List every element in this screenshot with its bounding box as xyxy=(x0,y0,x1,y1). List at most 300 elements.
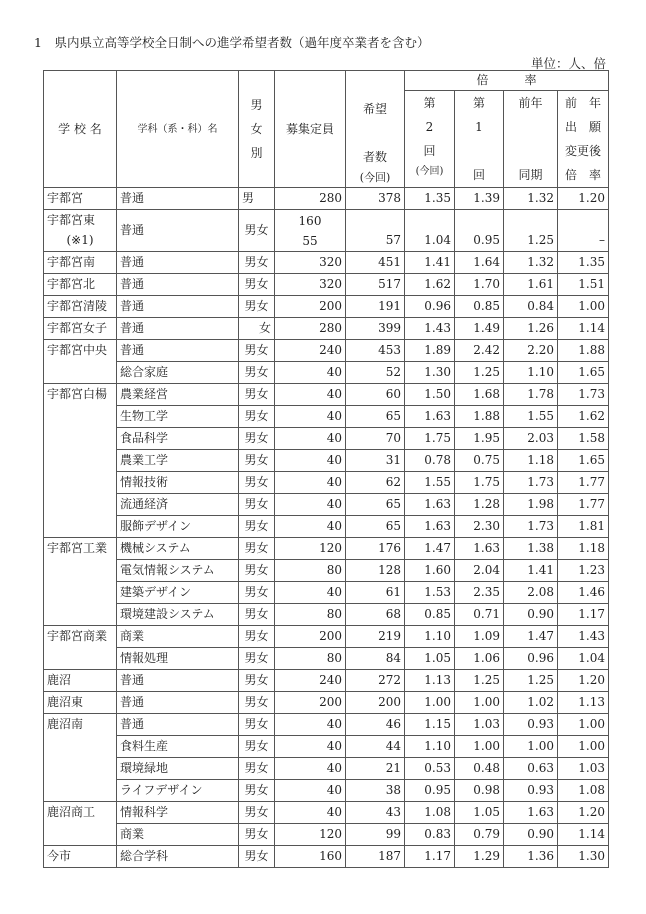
ratio-round1: 1.00 xyxy=(455,692,504,714)
gender: 男女 xyxy=(239,428,275,450)
gender: 男女 xyxy=(239,758,275,780)
dept-name: 食料生産 xyxy=(117,736,239,758)
ratio-prev-year: 0.93 xyxy=(504,780,558,802)
ratio-round2: 1.60 xyxy=(405,560,455,582)
ratio-prev-year: 0.84 xyxy=(504,296,558,318)
applicants-table xyxy=(43,70,609,868)
dept-name: ライフデザイン xyxy=(117,780,239,802)
capacity xyxy=(275,210,346,252)
gender: 男女 xyxy=(239,340,275,362)
capacity: 120 xyxy=(275,824,346,846)
ratio-prev-change: 1.20 xyxy=(558,802,609,824)
capacity: 40 xyxy=(275,582,346,604)
capacity: 120 xyxy=(275,538,346,560)
ratio-round1: 1.28 xyxy=(455,494,504,516)
document-title: 1 県内県立高等学校全日制への進学希望者数（過年度卒業者を含む） xyxy=(34,35,430,50)
school-name: 鹿沼 xyxy=(44,670,117,692)
ratio-prev-year: 1.00 xyxy=(504,736,558,758)
school-name: 鹿沼商工 xyxy=(44,802,117,824)
ratio-round1: 0.48 xyxy=(455,758,504,780)
school-name xyxy=(44,648,117,670)
capacity: 40 xyxy=(275,714,346,736)
ratio-round2: 1.00 xyxy=(405,692,455,714)
dept-name: 普通 xyxy=(117,188,239,210)
ratio-prev-change: 1.51 xyxy=(558,274,609,296)
table-row xyxy=(44,626,609,648)
applicants: 399 xyxy=(346,318,405,340)
school-name xyxy=(44,736,117,758)
school-name xyxy=(44,604,117,626)
school-name xyxy=(44,428,117,450)
table-row xyxy=(44,472,609,494)
applicants: 451 xyxy=(346,252,405,274)
ratio-prev-year: 1.41 xyxy=(504,560,558,582)
dept-name: 農業工学 xyxy=(117,450,239,472)
ratio-round1: 1.75 xyxy=(455,472,504,494)
ratio-prev-change: 1.65 xyxy=(558,362,609,384)
dept-name: 建築デザイン xyxy=(117,582,239,604)
ratio-prev-change: 1.08 xyxy=(558,780,609,802)
dept-name: 流通経済 xyxy=(117,494,239,516)
table-row xyxy=(44,450,609,472)
ratio-prev-change: – xyxy=(558,210,609,252)
applicants: 65 xyxy=(346,494,405,516)
unit-label: 単位：人、倍 xyxy=(530,56,606,71)
gender: 男女 xyxy=(239,210,275,252)
ratio-round2: 0.95 xyxy=(405,780,455,802)
table-row xyxy=(44,296,609,318)
ratio-round1: 0.95 xyxy=(455,210,504,252)
ratio-round2: 1.63 xyxy=(405,406,455,428)
ratio-prev-change: 1.20 xyxy=(558,188,609,210)
school-name xyxy=(44,494,117,516)
applicants: 38 xyxy=(346,780,405,802)
ratio-prev-change: 1.35 xyxy=(558,252,609,274)
dept-name: 普通 xyxy=(117,340,239,362)
ratio-prev-change: 1.20 xyxy=(558,670,609,692)
ratio-round2: 0.96 xyxy=(405,296,455,318)
ratio-round1: 1.39 xyxy=(455,188,504,210)
capacity: 280 xyxy=(275,318,346,340)
ratio-prev-change: 1.30 xyxy=(558,846,609,868)
table-row xyxy=(44,846,609,868)
school-name: 宇都宮中央 xyxy=(44,340,117,362)
ratio-prev-change: 1.00 xyxy=(558,714,609,736)
ratio-prev-year: 1.73 xyxy=(504,472,558,494)
capacity: 40 xyxy=(275,516,346,538)
ratio-prev-year: 1.55 xyxy=(504,406,558,428)
header-prev-change: 前 年 出 願 変更後 倍 率 xyxy=(558,91,609,188)
applicants: 176 xyxy=(346,538,405,560)
school-name: 鹿沼東 xyxy=(44,692,117,714)
capacity: 280 xyxy=(275,188,346,210)
ratio-round1: 1.00 xyxy=(455,736,504,758)
ratio-round2: 1.41 xyxy=(405,252,455,274)
header-capacity: 募集定員 xyxy=(275,71,346,188)
table-row xyxy=(44,210,609,252)
ratio-prev-change: 1.03 xyxy=(558,758,609,780)
ratio-prev-change: 1.46 xyxy=(558,582,609,604)
school-name: 宇都宮南 xyxy=(44,252,117,274)
dept-name: 商業 xyxy=(117,626,239,648)
ratio-prev-year: 1.25 xyxy=(504,670,558,692)
ratio-prev-change: 1.62 xyxy=(558,406,609,428)
applicants: 187 xyxy=(346,846,405,868)
capacity: 40 xyxy=(275,472,346,494)
school-name xyxy=(44,824,117,846)
table-row xyxy=(44,780,609,802)
header-school: 学 校 名 xyxy=(44,71,117,188)
ratio-round1: 1.63 xyxy=(455,538,504,560)
gender: 男女 xyxy=(239,604,275,626)
ratio-prev-change: 1.77 xyxy=(558,472,609,494)
applicants: 128 xyxy=(346,560,405,582)
ratio-prev-year: 1.32 xyxy=(504,252,558,274)
ratio-prev-year: 1.47 xyxy=(504,626,558,648)
ratio-round2: 1.63 xyxy=(405,494,455,516)
gender: 男女 xyxy=(239,274,275,296)
ratio-round1: 2.35 xyxy=(455,582,504,604)
gender: 男女 xyxy=(239,626,275,648)
ratio-prev-year: 1.73 xyxy=(504,516,558,538)
table-row xyxy=(44,406,609,428)
table-row xyxy=(44,274,609,296)
header-ratio: 倍 率 xyxy=(405,71,609,91)
gender: 男女 xyxy=(239,362,275,384)
ratio-round2: 1.50 xyxy=(405,384,455,406)
applicants: 453 xyxy=(346,340,405,362)
ratio-round1: 1.49 xyxy=(455,318,504,340)
header-dept: 学科（系・科）名 xyxy=(117,71,239,188)
ratio-prev-year: 2.08 xyxy=(504,582,558,604)
ratio-prev-change: 1.58 xyxy=(558,428,609,450)
table-row xyxy=(44,188,609,210)
table-row xyxy=(44,362,609,384)
capacity: 40 xyxy=(275,494,346,516)
ratio-prev-year: 0.90 xyxy=(504,824,558,846)
dept-name: 商業 xyxy=(117,824,239,846)
ratio-prev-year: 1.38 xyxy=(504,538,558,560)
ratio-round1: 0.98 xyxy=(455,780,504,802)
capacity: 320 xyxy=(275,252,346,274)
gender: 男女 xyxy=(239,714,275,736)
capacity: 40 xyxy=(275,406,346,428)
applicants: 191 xyxy=(346,296,405,318)
applicants: 21 xyxy=(346,758,405,780)
applicants: 31 xyxy=(346,450,405,472)
capacity: 240 xyxy=(275,340,346,362)
ratio-round1: 2.42 xyxy=(455,340,504,362)
dept-name: 普通 xyxy=(117,692,239,714)
header-round1: 第 1 回 xyxy=(455,91,504,188)
school-name xyxy=(44,516,117,538)
applicants: 99 xyxy=(346,824,405,846)
ratio-round2: 1.62 xyxy=(405,274,455,296)
applicants: 52 xyxy=(346,362,405,384)
ratio-prev-year: 1.36 xyxy=(504,846,558,868)
school-name xyxy=(44,582,117,604)
applicants: 46 xyxy=(346,714,405,736)
dept-name: 情報科学 xyxy=(117,802,239,824)
ratio-round1: 1.68 xyxy=(455,384,504,406)
school-note: (※1) xyxy=(66,233,94,247)
capacity: 200 xyxy=(275,626,346,648)
ratio-round2: 0.83 xyxy=(405,824,455,846)
ratio-prev-year: 0.90 xyxy=(504,604,558,626)
ratio-prev-year: 1.32 xyxy=(504,188,558,210)
table-row xyxy=(44,648,609,670)
table-row xyxy=(44,560,609,582)
ratio-round2: 1.10 xyxy=(405,626,455,648)
gender: 男女 xyxy=(239,824,275,846)
dept-name: 電気情報システム xyxy=(117,560,239,582)
school-name-line: 宇都宮東 xyxy=(47,213,96,227)
dept-name: 普通 xyxy=(117,252,239,274)
dept-name: 普通 xyxy=(117,318,239,340)
applicants: 60 xyxy=(346,384,405,406)
dept-name: 総合学科 xyxy=(117,846,239,868)
gender: 男女 xyxy=(239,780,275,802)
dept-name: 普通 xyxy=(117,210,239,252)
ratio-round1: 0.75 xyxy=(455,450,504,472)
ratio-prev-change: 1.65 xyxy=(558,450,609,472)
ratio-prev-change: 1.73 xyxy=(558,384,609,406)
capacity: 200 xyxy=(275,296,346,318)
ratio-prev-change: 1.04 xyxy=(558,648,609,670)
capacity: 40 xyxy=(275,758,346,780)
ratio-prev-year: 1.98 xyxy=(504,494,558,516)
ratio-prev-change: 1.81 xyxy=(558,516,609,538)
ratio-prev-change: 1.88 xyxy=(558,340,609,362)
ratio-round1: 1.25 xyxy=(455,362,504,384)
dept-name: 普通 xyxy=(117,274,239,296)
gender: 男女 xyxy=(239,692,275,714)
ratio-prev-change: 1.14 xyxy=(558,824,609,846)
school-name xyxy=(44,210,117,252)
ratio-prev-change: 1.00 xyxy=(558,736,609,758)
school-name xyxy=(44,560,117,582)
gender: 男女 xyxy=(239,252,275,274)
applicants: 272 xyxy=(346,670,405,692)
ratio-prev-change: 1.77 xyxy=(558,494,609,516)
ratio-prev-change: 1.18 xyxy=(558,538,609,560)
school-name: 今市 xyxy=(44,846,117,868)
gender: 男女 xyxy=(239,582,275,604)
applicants: 68 xyxy=(346,604,405,626)
capacity-value: 55 xyxy=(302,233,318,248)
header-prev-year: 前年 同期 xyxy=(504,91,558,188)
school-name: 宇都宮白楊 xyxy=(44,384,117,406)
ratio-round1: 1.29 xyxy=(455,846,504,868)
ratio-round2: 1.08 xyxy=(405,802,455,824)
ratio-prev-year: 1.18 xyxy=(504,450,558,472)
ratio-round1: 1.09 xyxy=(455,626,504,648)
gender: 男女 xyxy=(239,516,275,538)
dept-name: 生物工学 xyxy=(117,406,239,428)
gender: 男女 xyxy=(239,846,275,868)
ratio-prev-year: 0.96 xyxy=(504,648,558,670)
applicants: 62 xyxy=(346,472,405,494)
capacity: 40 xyxy=(275,384,346,406)
applicants: 70 xyxy=(346,428,405,450)
dept-name: 機械システム xyxy=(117,538,239,560)
dept-name: 普通 xyxy=(117,670,239,692)
applicants: 378 xyxy=(346,188,405,210)
ratio-round1: 1.70 xyxy=(455,274,504,296)
applicants: 65 xyxy=(346,516,405,538)
applicants: 84 xyxy=(346,648,405,670)
ratio-prev-change: 1.17 xyxy=(558,604,609,626)
capacity: 80 xyxy=(275,560,346,582)
table-row xyxy=(44,714,609,736)
ratio-round1: 1.25 xyxy=(455,670,504,692)
capacity: 40 xyxy=(275,736,346,758)
table-row xyxy=(44,494,609,516)
ratio-prev-change: 1.43 xyxy=(558,626,609,648)
dept-name: 環境建設システム xyxy=(117,604,239,626)
capacity: 240 xyxy=(275,670,346,692)
gender: 男女 xyxy=(239,472,275,494)
school-name: 宇都宮商業 xyxy=(44,626,117,648)
header-applicants: 希望 者数 (今回) xyxy=(346,71,405,188)
capacity: 200 xyxy=(275,692,346,714)
school-name xyxy=(44,450,117,472)
header-row-top xyxy=(44,71,609,91)
table-row xyxy=(44,824,609,846)
ratio-round2: 1.10 xyxy=(405,736,455,758)
ratio-round2: 1.63 xyxy=(405,516,455,538)
ratio-round2: 1.30 xyxy=(405,362,455,384)
ratio-round1: 1.03 xyxy=(455,714,504,736)
gender: 女 xyxy=(239,318,275,340)
applicants: 61 xyxy=(346,582,405,604)
table-row xyxy=(44,252,609,274)
gender: 男女 xyxy=(239,384,275,406)
capacity: 40 xyxy=(275,362,346,384)
ratio-prev-year: 1.61 xyxy=(504,274,558,296)
ratio-round1: 0.85 xyxy=(455,296,504,318)
ratio-prev-year: 1.26 xyxy=(504,318,558,340)
school-name xyxy=(44,780,117,802)
ratio-prev-change: 1.00 xyxy=(558,296,609,318)
ratio-prev-year: 2.03 xyxy=(504,428,558,450)
table-row xyxy=(44,582,609,604)
capacity: 80 xyxy=(275,604,346,626)
school-name: 宇都宮 xyxy=(44,188,117,210)
dept-name: 総合家庭 xyxy=(117,362,239,384)
ratio-round1: 1.05 xyxy=(455,802,504,824)
ratio-prev-year: 1.10 xyxy=(504,362,558,384)
dept-name: 情報処理 xyxy=(117,648,239,670)
dept-name: 服飾デザイン xyxy=(117,516,239,538)
ratio-round2: 1.04 xyxy=(405,210,455,252)
header-gender: 男 女 別 xyxy=(239,71,275,188)
gender: 男女 xyxy=(239,296,275,318)
capacity: 40 xyxy=(275,802,346,824)
applicants: 517 xyxy=(346,274,405,296)
gender: 男女 xyxy=(239,450,275,472)
gender: 男女 xyxy=(239,560,275,582)
ratio-prev-change: 1.14 xyxy=(558,318,609,340)
school-name: 宇都宮工業 xyxy=(44,538,117,560)
ratio-prev-year: 0.93 xyxy=(504,714,558,736)
dept-name: 普通 xyxy=(117,296,239,318)
ratio-prev-year: 1.78 xyxy=(504,384,558,406)
table-row xyxy=(44,318,609,340)
gender: 男女 xyxy=(239,538,275,560)
gender: 男 xyxy=(239,188,275,210)
table-row xyxy=(44,692,609,714)
ratio-round1: 1.06 xyxy=(455,648,504,670)
ratio-prev-change: 1.23 xyxy=(558,560,609,582)
school-name: 宇都宮女子 xyxy=(44,318,117,340)
school-name: 鹿沼南 xyxy=(44,714,117,736)
ratio-round2: 1.55 xyxy=(405,472,455,494)
table-row xyxy=(44,428,609,450)
ratio-round1: 1.64 xyxy=(455,252,504,274)
school-name xyxy=(44,758,117,780)
ratio-round1: 0.79 xyxy=(455,824,504,846)
ratio-prev-year: 1.25 xyxy=(504,210,558,252)
table-row xyxy=(44,538,609,560)
capacity: 80 xyxy=(275,648,346,670)
capacity: 320 xyxy=(275,274,346,296)
ratio-round2: 1.05 xyxy=(405,648,455,670)
ratio-round1: 0.71 xyxy=(455,604,504,626)
table-row xyxy=(44,384,609,406)
school-name xyxy=(44,406,117,428)
capacity: 40 xyxy=(275,450,346,472)
gender: 男女 xyxy=(239,648,275,670)
ratio-round1: 1.95 xyxy=(455,428,504,450)
ratio-round2: 0.85 xyxy=(405,604,455,626)
ratio-prev-year: 2.20 xyxy=(504,340,558,362)
gender: 男女 xyxy=(239,802,275,824)
applicants: 219 xyxy=(346,626,405,648)
gender: 男女 xyxy=(239,670,275,692)
ratio-prev-year: 1.02 xyxy=(504,692,558,714)
school-name xyxy=(44,362,117,384)
table-row xyxy=(44,736,609,758)
ratio-prev-year: 0.63 xyxy=(504,758,558,780)
capacity: 40 xyxy=(275,428,346,450)
ratio-prev-change: 1.13 xyxy=(558,692,609,714)
ratio-round2: 1.75 xyxy=(405,428,455,450)
dept-name: 食品科学 xyxy=(117,428,239,450)
table-row xyxy=(44,758,609,780)
ratio-round2: 1.47 xyxy=(405,538,455,560)
dept-name: 環境緑地 xyxy=(117,758,239,780)
ratio-round2: 1.53 xyxy=(405,582,455,604)
school-name: 宇都宮清陵 xyxy=(44,296,117,318)
table-row xyxy=(44,516,609,538)
ratio-round1: 2.30 xyxy=(455,516,504,538)
ratio-round1: 2.04 xyxy=(455,560,504,582)
ratio-round2: 1.89 xyxy=(405,340,455,362)
dept-name: 情報技術 xyxy=(117,472,239,494)
ratio-round2: 1.43 xyxy=(405,318,455,340)
dept-name: 普通 xyxy=(117,714,239,736)
capacity: 160 xyxy=(275,846,346,868)
table-row xyxy=(44,802,609,824)
ratio-round2: 0.53 xyxy=(405,758,455,780)
applicants: 57 xyxy=(346,210,405,252)
capacity: 40 xyxy=(275,780,346,802)
applicants: 43 xyxy=(346,802,405,824)
table-row xyxy=(44,670,609,692)
ratio-round1: 1.88 xyxy=(455,406,504,428)
ratio-prev-year: 1.63 xyxy=(504,802,558,824)
